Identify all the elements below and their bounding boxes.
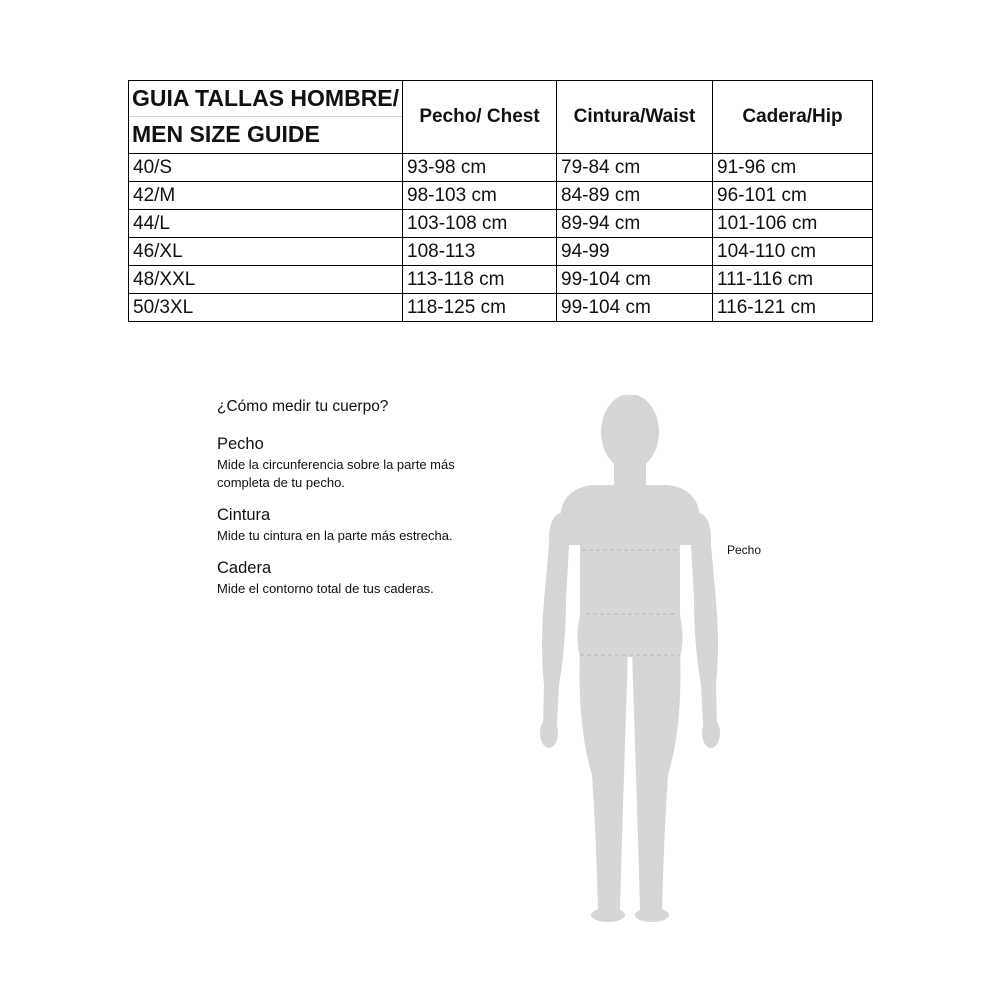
table-title xyxy=(129,81,403,154)
hip-cell: 96-101 cm xyxy=(713,182,873,210)
guide-section-text: Mide la circunferencia sobre la parte más completa de tu pecho. xyxy=(217,457,455,490)
table-header-row xyxy=(129,81,873,154)
table-title-line-1: GUIA TALLAS HOMBRE/ xyxy=(129,81,402,117)
figure-label-chest: Pecho xyxy=(727,543,762,557)
size-cell: 40/S xyxy=(129,154,403,182)
chest-cell: 108-113 xyxy=(403,238,557,266)
size-cell: 44/L xyxy=(129,210,403,238)
guide-section-hip xyxy=(217,559,517,598)
guide-section-text: Mide tu cintura en la parte más estrecha. xyxy=(217,528,453,543)
waist-cell: 84-89 cm xyxy=(557,182,713,210)
hip-cell: 91-96 cm xyxy=(713,154,873,182)
table-row xyxy=(129,266,873,294)
guide-section-title: Cintura xyxy=(217,506,271,524)
size-cell: 50/3XL xyxy=(129,294,403,322)
waist-cell: 89-94 cm xyxy=(557,210,713,238)
header-hip: Cadera/Hip xyxy=(713,81,873,154)
guide-section-text: Mide el contorno total de tus caderas. xyxy=(217,581,434,596)
size-cell: 42/M xyxy=(129,182,403,210)
header-waist: Cintura/Waist xyxy=(557,81,713,154)
waist-cell: 94-99 xyxy=(557,238,713,266)
chest-cell: 113-118 cm xyxy=(403,266,557,294)
hip-cell: 104-110 cm xyxy=(713,238,873,266)
table-row xyxy=(129,238,873,266)
chest-cell: 98-103 cm xyxy=(403,182,557,210)
waist-cell: 79-84 cm xyxy=(557,154,713,182)
size-cell: 46/XL xyxy=(129,238,403,266)
header-chest: Pecho/ Chest xyxy=(403,81,557,154)
measure-guide xyxy=(217,398,517,612)
table-title-line-2: MEN SIZE GUIDE xyxy=(132,121,320,147)
table-row xyxy=(129,294,873,322)
table-row xyxy=(129,182,873,210)
chest-cell: 118-125 cm xyxy=(403,294,557,322)
size-table xyxy=(128,80,873,322)
size-cell: 48/XXL xyxy=(129,266,403,294)
waist-cell: 99-104 cm xyxy=(557,266,713,294)
guide-section-title: Pecho xyxy=(217,435,264,453)
hip-cell: 101-106 cm xyxy=(713,210,873,238)
chest-cell: 103-108 cm xyxy=(403,210,557,238)
body-silhouette-figure xyxy=(530,395,730,925)
guide-section-waist xyxy=(217,506,517,545)
guide-question: ¿Cómo medir tu cuerpo? xyxy=(217,398,389,415)
table-row xyxy=(129,210,873,238)
hip-cell: 116-121 cm xyxy=(713,294,873,322)
table-row xyxy=(129,154,873,182)
chest-cell: 93-98 cm xyxy=(403,154,557,182)
hip-cell: 111-116 cm xyxy=(713,266,873,294)
body-silhouette xyxy=(540,395,720,922)
guide-section-title: Cadera xyxy=(217,559,272,577)
waist-cell: 99-104 cm xyxy=(557,294,713,322)
guide-section-chest xyxy=(217,435,517,492)
